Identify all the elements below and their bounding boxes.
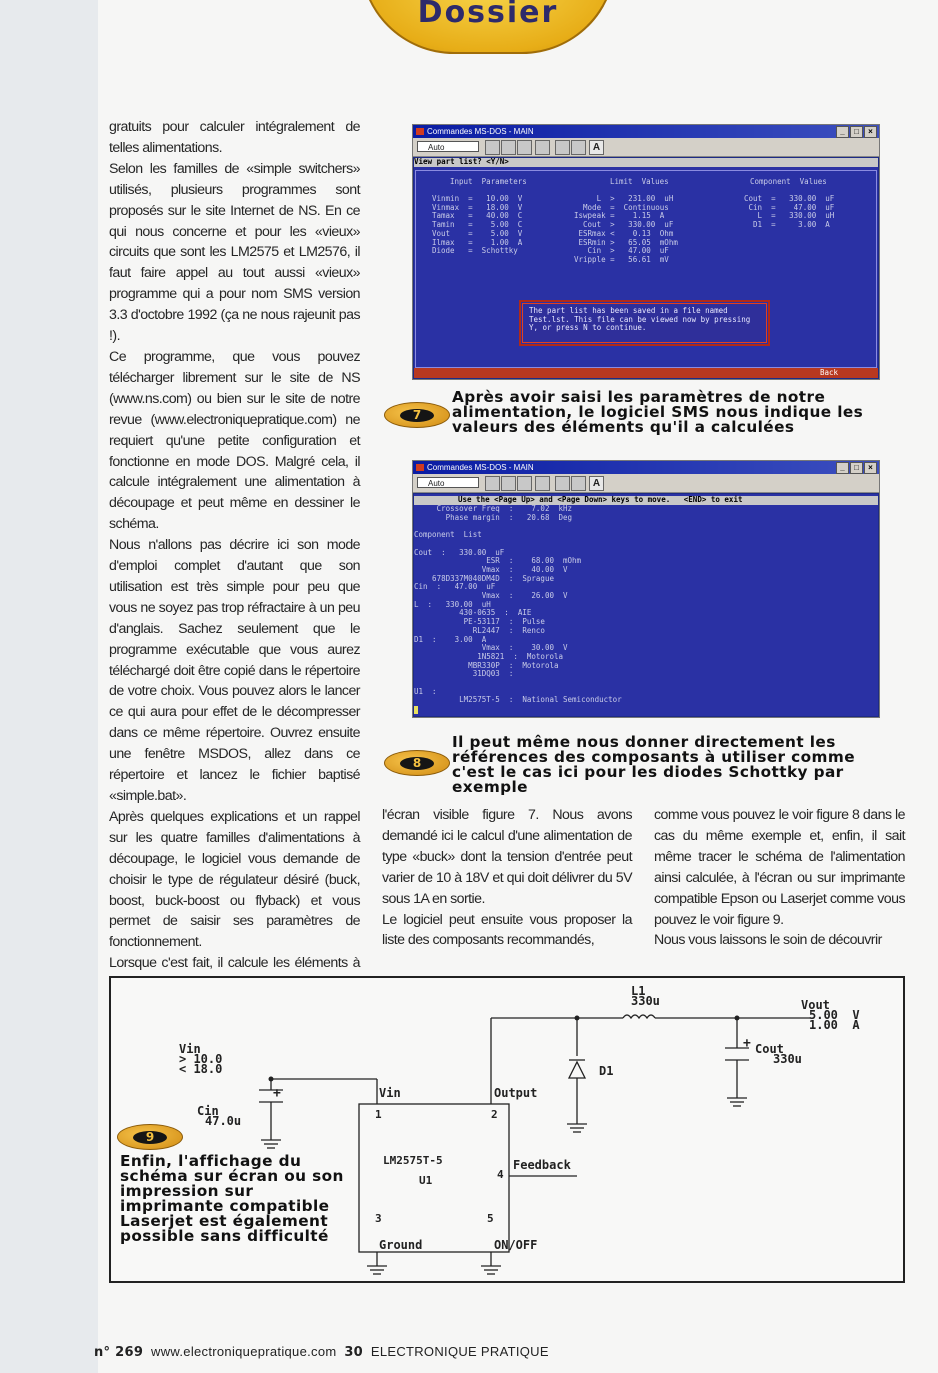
figure-7-caption: Après avoir saisi les paramètres de notre alimentation, le logiciel SMS nous indique les valeurs des éléments qu'il a calculées	[452, 388, 864, 436]
figure-8-badge: 8	[384, 750, 450, 776]
junction-dot	[269, 1077, 274, 1082]
dos-window-figure-7	[412, 124, 880, 380]
ic-name: LM2575T-5	[383, 1154, 443, 1167]
figure-9-caption: Enfin, l'affichage du schéma sur écran ou son impression sur imprimante compatible Laserjet est également possible sans difficulté	[120, 1152, 344, 1245]
page-footer	[94, 1344, 549, 1360]
cin-label: Cin	[197, 1104, 219, 1118]
pin-4: 4	[497, 1168, 504, 1181]
msdos-icon	[416, 128, 424, 135]
section-title: Dossier	[417, 0, 559, 30]
cin-plus: +	[273, 1086, 281, 1101]
d1-label: D1	[599, 1064, 614, 1078]
fullscreen-icon[interactable]	[535, 140, 550, 155]
paste-icon[interactable]	[517, 476, 532, 491]
pin-1: 1	[375, 1108, 382, 1121]
paragraph: Nous vous laissons le soin de découvrir	[654, 932, 882, 949]
pin-3: 3	[375, 1212, 382, 1225]
magazine-name: ELECTRONIQUE PRATIQUE	[370, 1344, 549, 1359]
component-values-heading: Component Values	[750, 177, 827, 186]
limit-values-heading: Limit Values	[610, 177, 669, 186]
figure-8-caption: Il peut même nous donner directement les références des composants à utiliser comme c'est le cas ici pour les diodes Schottky par exemple	[452, 733, 855, 796]
dos-window-figure-8	[412, 460, 880, 718]
saved-file-dialog: The part list has been saved in a file named Test.lst. This file can be viewed now by pressing Y, or press N to continue.	[522, 303, 767, 343]
window-titlebar	[413, 461, 879, 474]
back-bar[interactable]: Back	[414, 368, 878, 378]
page-margin-band	[0, 0, 98, 1373]
text-column-1	[109, 117, 360, 995]
paragraph: Après quelques explications et un rappel sur les quatre familles d'alimentations à découpage, le logiciel vous demande de choisir le type de régulateur désiré (buck, boost, buck-boost ou flyback) et vous permet de saisir ses paramètres de fonctionnement.	[109, 808, 360, 951]
mark-icon[interactable]	[485, 140, 500, 155]
pin-ground-label: Ground	[379, 1238, 423, 1252]
prompt-bar: View part list? <Y/N>	[414, 158, 878, 167]
dos-screen	[414, 494, 878, 716]
inductor-l1	[623, 1015, 655, 1018]
l1-value: 330u	[631, 994, 660, 1008]
vout-current: 1.00 A	[809, 1018, 860, 1032]
paragraph: Lorsque c'est fait, il calcule les éléments à	[109, 955, 360, 972]
background-icon[interactable]	[571, 140, 586, 155]
dos-screen	[414, 158, 878, 378]
schematic-figure-9	[109, 976, 905, 1283]
copy-icon[interactable]	[501, 140, 516, 155]
text-column-2	[382, 805, 632, 951]
vin-label: Vin	[179, 1042, 201, 1056]
copy-icon[interactable]	[501, 476, 516, 491]
fullscreen-icon[interactable]	[535, 476, 550, 491]
minimize-button[interactable]: _	[836, 462, 849, 474]
vout-label: Vout	[801, 998, 830, 1012]
window-title: Commandes MS-DOS - MAIN	[427, 463, 534, 472]
pin-2: 2	[491, 1108, 498, 1121]
paragraph: Selon les familles de «simple switchers» utilisés, plusieurs programmes sont proposés sur le site Internet de NS. En ce qui nous concerne et pour les «vieux» circuits que sont les LM2575 et LM2576, il faut faire appel au tout aussi «vieux» programme qui a pour nom SMS version 3.3 d'octobre 1992 (ça ne nous rajeunit pas !).	[109, 160, 360, 345]
diode-d1	[569, 1062, 585, 1078]
pin-5: 5	[487, 1212, 494, 1225]
properties-icon[interactable]	[555, 140, 570, 155]
cout-plus: +	[743, 1036, 751, 1051]
vout-voltage: 5.00 V	[809, 1008, 860, 1022]
junction-dot	[575, 1016, 580, 1021]
pin-feedback-label: Feedback	[513, 1158, 571, 1172]
paste-icon[interactable]	[517, 140, 532, 155]
paragraph: Ce programme, que vous pouvez télécharger librement sur le site de NS (www.ns.com) ou bien sur le site de notre revue (www.electroniquepratique.com) ne requiert qu'une petite configuration et fonctionne en mode DOS. Malgré cela, il calcule intégralement une alimentation à découpage et peut même en dessiner le schéma.	[109, 348, 360, 533]
background-icon[interactable]	[571, 476, 586, 491]
cout-value: 330u	[773, 1052, 802, 1066]
msdos-icon	[416, 464, 424, 471]
paragraph: Nous n'allons pas décrire ici son mode d'emploi complet d'autant que son utilisation est très simple pour peu que vous ne soyez pas trop réfractaire à un peu d'anglais. Sachez seulement que le programme exécutable que vous aurez téléchargé doit être copié dans le répertoire de votre choix. Vous pouvez alors le lancer ce qui aura pour effet de le décompresser dans ce même répertoire. Ouvrez ensuite une fenêtre MSDOS, allez dans ce répertoire et lancez le fichier baptisé «simple.bat».	[109, 537, 360, 804]
paragraph: gratuits pour calculer intégralement de telles alimentations.	[109, 119, 360, 156]
component-listing: Crossover Freq : 7.02 kHz Phase margin : 20.68 Deg Component List Cout : 330.00 uF ESR : 68.00 mOhm Vmax : 40.00 V 678D337M040DM4D : Sprague Cin : 47.00 uF Vmax : 26.00 V L : 330.00 uH 430-0635 : AIE PE-53117 : Pulse RL2447 : Renco D1 : 3.00 A Vmax : 30.00 V 1N5821 : Motorola MBR330P : Motorola 31DQ03 : U1 : LM2575T-5 : National Semiconductor	[414, 504, 622, 705]
mark-icon[interactable]	[485, 476, 500, 491]
vin-values: > 10.0 < 18.0	[179, 1052, 223, 1076]
cout-label: Cout	[755, 1042, 784, 1056]
l1-label: L1	[631, 984, 646, 998]
component-values-list: Cout = 330.00 uF Cin = 47.00 uF L = 330.00 uH D1 = 3.00 A	[744, 194, 835, 230]
paragraph: comme vous pouvez le voir figure 8 dans le cas du même exemple et, enfin, il sait même tracer le schéma de l'alimentation ainsi calculée, à l'écran ou sur imprimante compatible Epson ou Laserjet comme vous pouvez le voir figure 9.	[654, 807, 905, 928]
window-toolbar	[413, 474, 879, 493]
cursor	[414, 706, 418, 714]
paragraph: l'écran visible figure 7. Nous avons demandé ici le calcul d'une alimentation de type «buck» dont la tension d'entrée peut varier de 10 à 18V et qui doit délivrer du 5V sous 1A en sortie.	[382, 807, 632, 907]
limit-values-list: L > 231.00 uH Mode = Continuous Iswpeak = 1.15 A Cout > 330.00 uF ESRmax < 0.13 Ohm ESRmin > 65.05 mOhm Cin > 47.00 uF Vripple = 56.61 mV	[574, 194, 678, 264]
pin-output-label: Output	[494, 1086, 538, 1100]
window-toolbar	[413, 138, 879, 157]
maximize-button[interactable]: □	[850, 462, 863, 474]
issue-number: n° 269	[94, 1345, 144, 1360]
input-parameters-list: Vinmin = 10.00 V Vinmax = 18.00 V Tamax = 40.00 C Tamin = 5.00 C Vout = 5.00 V Ilmax = 1.00 A Diode = Schottky	[432, 194, 523, 256]
status-bar: Use the <Page Up> and <Page Down> keys to move. <END> to exit	[414, 496, 878, 505]
ic-body	[359, 1104, 509, 1252]
font-icon[interactable]: A	[589, 476, 604, 491]
close-button[interactable]: ×	[864, 462, 877, 474]
close-button[interactable]: ×	[864, 126, 877, 138]
ic-ref: U1	[419, 1174, 433, 1187]
pin-onoff-label: ON/OFF	[494, 1238, 538, 1252]
input-parameters-heading: Input Parameters	[450, 177, 527, 186]
minimize-button[interactable]: _	[836, 126, 849, 138]
text-column-3	[654, 805, 905, 951]
font-size-select[interactable]: Auto	[417, 477, 479, 488]
figure-9-badge: 9	[117, 1124, 183, 1150]
properties-icon[interactable]	[555, 476, 570, 491]
junction-dot	[735, 1016, 740, 1021]
font-icon[interactable]: A	[589, 140, 604, 155]
window-titlebar	[413, 125, 879, 138]
cin-value: 47.0u	[205, 1114, 242, 1128]
figure-7-badge: 7	[384, 402, 450, 428]
window-title: Commandes MS-DOS - MAIN	[427, 127, 534, 136]
paragraph: Le logiciel peut ensuite vous proposer la liste des composants recommandés,	[382, 911, 632, 949]
pin-vin-label: Vin	[379, 1086, 401, 1100]
page-number: 30	[344, 1345, 364, 1360]
website: www.electroniquepratique.com	[151, 1344, 337, 1359]
maximize-button[interactable]: □	[850, 126, 863, 138]
font-size-select[interactable]: Auto	[417, 141, 479, 152]
